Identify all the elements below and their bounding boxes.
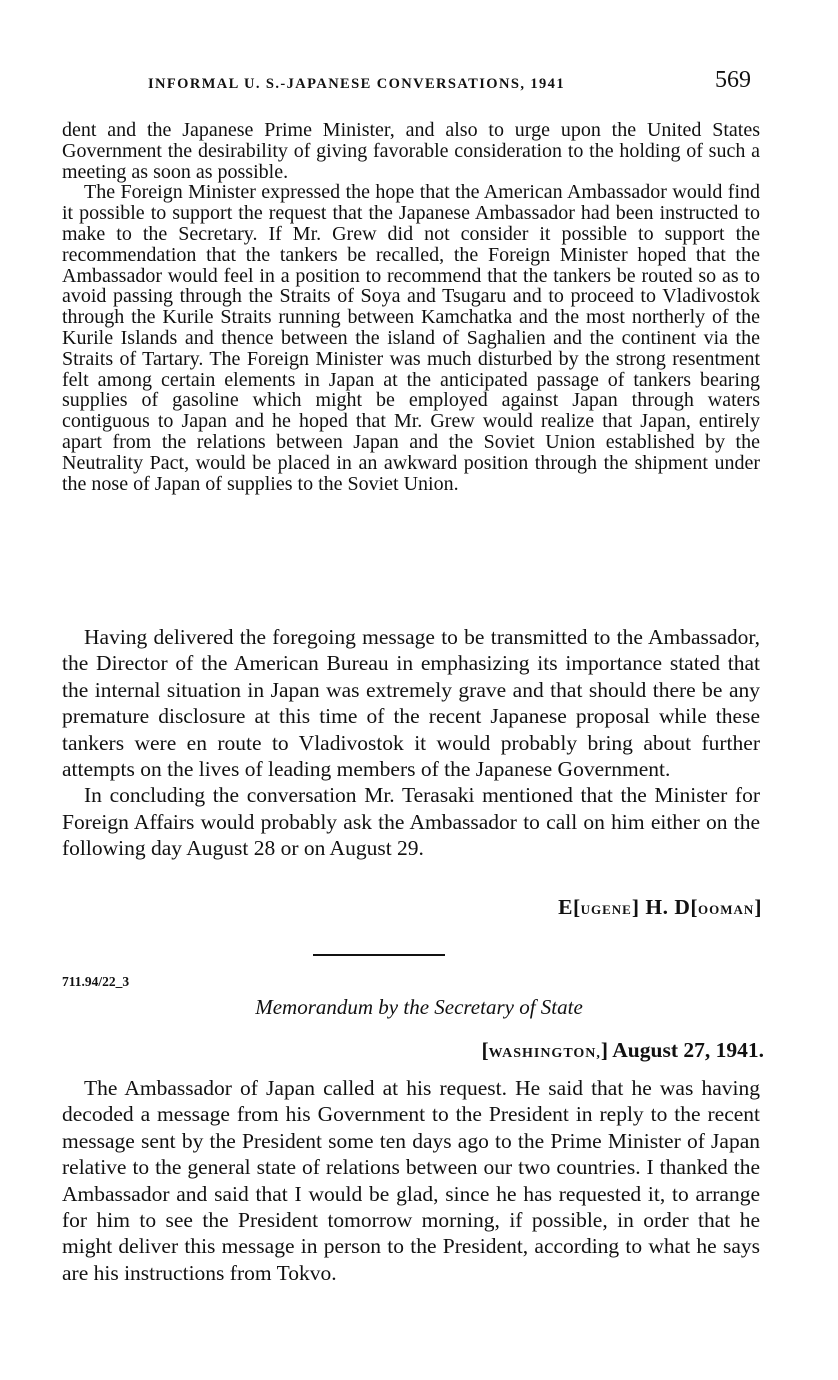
section-divider	[313, 954, 445, 956]
page-number: 569	[715, 67, 751, 93]
paragraph-continuation: dent and the Japanese Prime Minister, and also to urge upon the United States Government the desirability of giving favorable consideration to the holding of such a meeting as soon as possible.	[62, 119, 760, 183]
memo-title: Memorandum by the Secretary of State	[255, 995, 583, 1019]
dateline-place: WASHINGTON,	[488, 1046, 601, 1061]
signature-part: ] H. D[	[631, 895, 699, 919]
file-reference: 711.94/22_3	[62, 974, 130, 989]
dateline-date: ] August 27, 1941.	[600, 1038, 764, 1062]
signature	[558, 895, 762, 920]
paragraph-foreign-minister: The Foreign Minister expressed the hope that the American Ambassador would find it possible to support the request that the Japanese Ambassador had been instructed to make to the Secretary. If Mr. Grew did not consider it possible to support the recommendation that the tankers be recalled, the Foreign Minister hoped that the Ambassador would feel in a position to recommend that the tankers be routed so as to avoid passing through the Straits of Soya and Tsugaru and to proceed to Vladivostok through the Kurile Straits running between Kamchatka and the most northerly of the Kurile Islands and thence between the island of Saghalien and the continent via the Straits of Tartary. The Foreign Minister was much disturbed by the strong resentment felt among certain elements in Japan at the anticipated passage of tankers bearing supplies of gasoline which might be employed against Japan through waters contiguous to Japan and he hoped that Mr. Grew would realize that Japan, entirely apart from the relations between Japan and the Soviet Union established by the Neutrality Pact, would be placed in an awkward position through the shipment under the nose of Japan of supplies to the Soviet Union.	[62, 181, 760, 495]
signature-part: E[	[558, 895, 581, 919]
paragraph-director: Having delivered the foregoing message to be transmitted to the Ambassador, the Director of the American Bureau in emphasizing its importance stated that the internal situation in Japan was extremely grave and that should there be any premature disclosure at this time of the recent Japanese proposal while these tankers were en route to Vladivostok it would probably bring about further attempts on the lives of leading members of the Japanese Government.	[62, 625, 760, 782]
signature-part: UGENE	[580, 902, 632, 917]
quoted-message	[62, 120, 760, 494]
running-title: INFORMAL U. S.-JAPANESE CONVERSATIONS, 1941	[148, 76, 565, 92]
signature-part: OOMAN	[698, 902, 755, 917]
paragraph-conclusion: In concluding the conversation Mr. Terasaki mentioned that the Minister for Foreign Affairs would probably ask the Ambassador to call on him either on the following day August 28 or on August 29.	[62, 783, 760, 861]
paragraph-memo: The Ambassador of Japan called at his request. He said that he was having decoded a message from his Government to the President in reply to the recent message sent by the President some ten days ago to the Prime Minister of Japan relative to the general state of relations between our two countries. I thanked the Ambassador and said that I would be glad, since he has requested it, to arrange for him to see the President tomorrow morning, if possible, in order that he might deliver this message in person to the President, according to what he says are his instructions from Tokvo.	[62, 1076, 760, 1285]
narrative	[62, 624, 760, 862]
dateline	[481, 1038, 764, 1063]
signature-part: ]	[754, 895, 762, 919]
memo-body	[62, 1075, 760, 1286]
dateline-part: [	[481, 1038, 489, 1062]
